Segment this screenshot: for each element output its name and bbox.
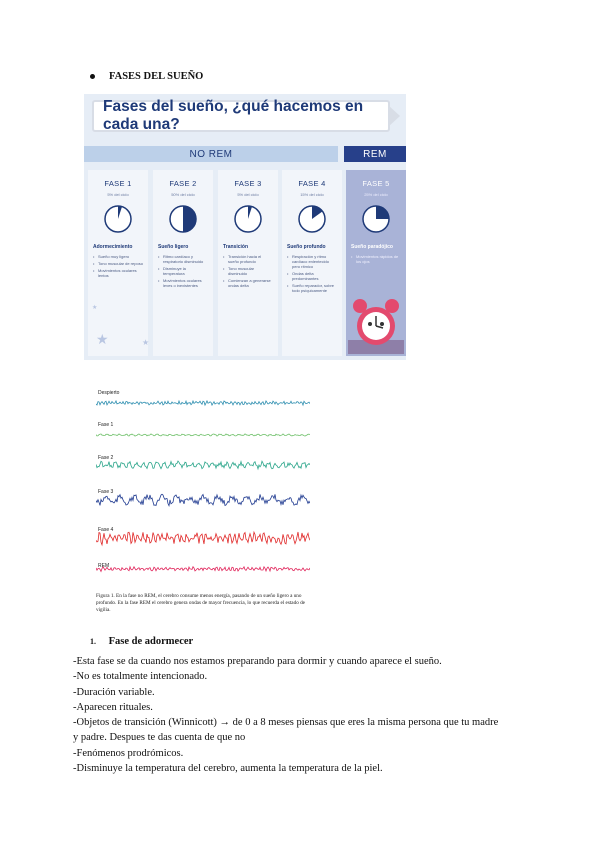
- phase-name: FASE 4: [298, 179, 326, 188]
- phase-bullet: • Movimientos oculares lentos: [93, 268, 143, 278]
- phase-bullets: [223, 254, 278, 288]
- phase-stage: Sueño paradójico: [351, 244, 393, 250]
- section-heading: [90, 71, 203, 82]
- figure-caption: Figura 1. En la fase no REM, el cerebro consume menos energía, pasando de un sueño ligero a uno profundo. En la fase REM el cerebro genera ondas de mayor frecuencia, lo que recuerda el estado de vigilia.: [96, 593, 305, 613]
- eeg-trace: [96, 490, 310, 510]
- phase-stage: Adormecimiento: [93, 244, 133, 250]
- phase-bullet: • Ondas delta predominantes: [287, 271, 337, 281]
- phase-percent: 5% del ciclo: [237, 192, 259, 197]
- phase-card: [88, 170, 148, 356]
- phase-bullet: • Respiración y ritmo cardíaco enlentecido pero rítmico: [287, 254, 337, 269]
- eeg-trace: [96, 393, 310, 413]
- phase-percent: 15% del ciclo: [300, 192, 324, 197]
- phase-name: FASE 2: [169, 179, 197, 188]
- eeg-trace-label: REM: [98, 563, 110, 569]
- cycle-clock-icon: [168, 204, 198, 234]
- cycle-clock-icon: [103, 204, 133, 234]
- eeg-trace-label: Fase 4: [98, 527, 114, 533]
- phase-bullets: [287, 254, 342, 293]
- rem-band: REM: [344, 146, 406, 162]
- cycle-clock-icon: [233, 204, 263, 234]
- star-icon: ★: [92, 304, 98, 311]
- infographic-title: Fases del sueño, ¿qué hacemos en cada una?: [92, 100, 390, 132]
- eeg-trace: [96, 425, 310, 445]
- phase-bullet: • Sueño muy ligero: [93, 254, 143, 259]
- text-line: -Disminuye la temperatura del cerebro, aumenta la temperatura de la piel.: [73, 763, 383, 775]
- phase-bullet: • Tono muscular disminuido: [223, 266, 273, 276]
- phase-bullet: • Movimientos oculares leves o inexistentes: [158, 278, 208, 288]
- phase-bullets: [93, 254, 148, 278]
- no-rem-band: NO REM: [84, 146, 338, 162]
- alarm-clock-icon: [348, 296, 404, 354]
- text-line: -No es totalmente intencionado.: [73, 671, 208, 683]
- bullet-icon: [90, 74, 95, 79]
- text-line: -Duración variable.: [73, 686, 155, 698]
- star-icon: ★: [142, 338, 150, 347]
- phase-card: [218, 170, 278, 356]
- title-arrow-icon: [388, 105, 400, 127]
- phase-name: FASE 5: [362, 179, 390, 188]
- phase-card: [346, 170, 406, 356]
- phase-name: FASE 3: [234, 179, 262, 188]
- text-line: y padre. Despues te das cuenta de que no: [73, 732, 246, 744]
- phase-card: [282, 170, 342, 356]
- text-line: -Aparecen rituales.: [73, 701, 153, 713]
- cycle-clock-icon: [361, 204, 391, 234]
- star-icon: ★: [96, 332, 109, 348]
- eeg-trace: [96, 559, 310, 579]
- phase-stage: Transición: [223, 244, 249, 250]
- phase-percent: 5% del ciclo: [107, 192, 129, 197]
- eeg-trace-label: Despierto: [98, 390, 120, 396]
- eeg-trace: [96, 455, 310, 475]
- phase-bullet: • Tono muscular de reposo: [93, 261, 143, 266]
- text-line: -Objetos de transición (Winnicott) → de 0 a 8 meses piensas que eres la misma persona que tu madre: [73, 717, 499, 729]
- phase-bullet: • Movimientos rápidos de los ojos: [351, 254, 401, 264]
- sleep-phases-infographic: [84, 94, 406, 360]
- phase-bullet: • Sueño reparador, sobre todo psíquicamente: [287, 283, 337, 293]
- phase-card: [153, 170, 213, 356]
- cycle-clock-icon: [297, 204, 327, 234]
- phase-bullet: • Ritmo cardíaco y respiratorio disminuido: [158, 254, 208, 264]
- phase-percent: 50% del ciclo: [171, 192, 195, 197]
- phase-stage: Sueño profundo: [287, 244, 326, 250]
- phase-name: FASE 1: [104, 179, 132, 188]
- text-line: -Esta fase se da cuando nos estamos preparando para dormir y cuando aparece el sueño.: [73, 656, 442, 667]
- eeg-trace-label: Fase 1: [98, 422, 114, 428]
- phase-bullets: [158, 254, 213, 288]
- phase-percent: 25% del ciclo: [364, 192, 388, 197]
- eeg-trace: [96, 528, 310, 548]
- eeg-waves-figure: [96, 385, 312, 585]
- subheading-number: 1.: [90, 637, 96, 646]
- subheading-text: Fase de adormecer: [108, 636, 194, 647]
- eeg-trace-label: Fase 3: [98, 489, 114, 495]
- text-line: -Fenómenos prodrómicos.: [73, 747, 184, 759]
- subheading: [90, 636, 193, 647]
- section-heading-text: FASES DEL SUEÑO: [109, 71, 204, 82]
- phase-bullets: [351, 254, 406, 264]
- eeg-trace-label: Fase 2: [98, 455, 114, 461]
- phase-bullet: • Transición hacia el sueño profundo: [223, 254, 273, 264]
- body-text: [73, 654, 543, 776]
- phase-stage: Sueño ligero: [158, 244, 189, 250]
- phase-bullet: • Disminuye la temperatura: [158, 266, 208, 276]
- phase-bullet: • Comienzan a generarse ondas delta: [223, 278, 273, 288]
